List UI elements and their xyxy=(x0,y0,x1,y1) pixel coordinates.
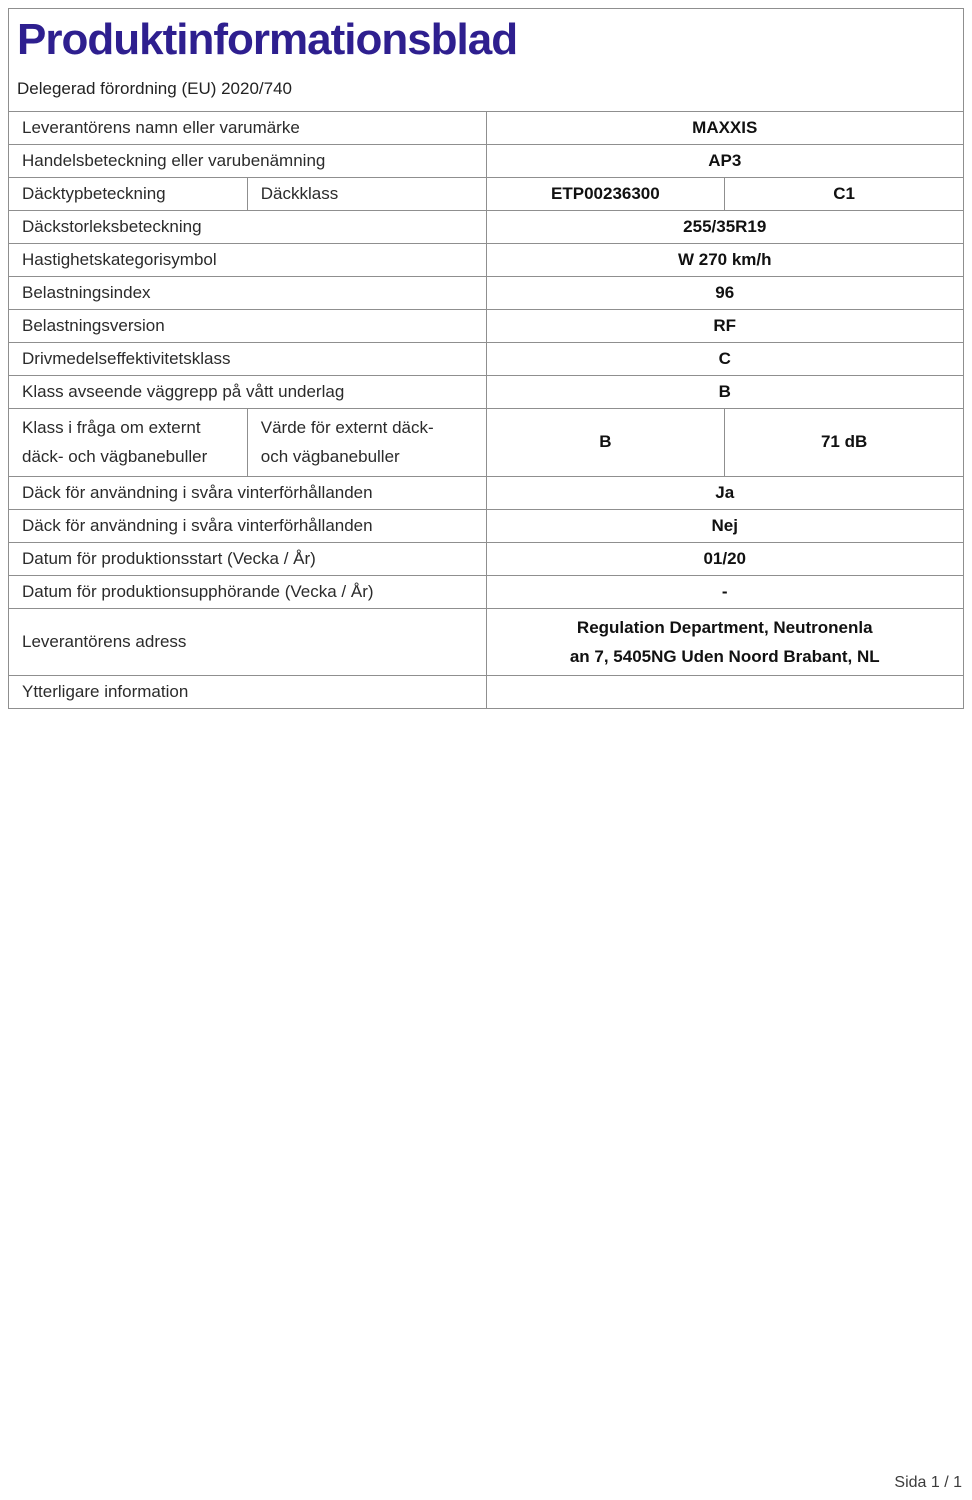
table-row xyxy=(9,211,964,244)
supplier-address-line1: Regulation Department, Neutronenla xyxy=(576,617,873,637)
product-info-sheet xyxy=(0,0,972,717)
row-value-production-start: 01/20 xyxy=(486,542,964,575)
table-row xyxy=(9,145,964,178)
row-label-tyre-class: Däckklass xyxy=(247,178,486,211)
table-row xyxy=(9,112,964,145)
row-label-tyre-type: Däcktypbeteckning xyxy=(9,178,248,211)
row-label-production-start: Datum för produktionsstart (Vecka / År) xyxy=(9,542,487,575)
row-label-noise-value xyxy=(247,409,486,476)
noise-value-label-line2: och vägbanebuller xyxy=(260,447,400,467)
row-label-production-end: Datum för produktionsupphörande (Vecka / År) xyxy=(9,575,487,608)
table-row xyxy=(9,244,964,277)
product-info-table xyxy=(8,8,964,709)
table-row xyxy=(9,310,964,343)
row-label-fuel-efficiency: Drivmedelseffektivitetsklass xyxy=(9,343,487,376)
row-value-fuel-efficiency: C xyxy=(486,343,964,376)
row-value-supplier-name: MAXXIS xyxy=(486,112,964,145)
table-row xyxy=(9,277,964,310)
row-value-severe-snow: Ja xyxy=(486,476,964,509)
row-label-severe-snow: Däck för användning i svåra vinterförhållanden xyxy=(9,476,487,509)
row-value-load-version: RF xyxy=(486,310,964,343)
row-value-production-end: - xyxy=(486,575,964,608)
regulation-subtitle: Delegerad förordning (EU) 2020/740 xyxy=(17,79,293,99)
table-row xyxy=(9,542,964,575)
noise-class-label-line2: däck- och vägbanebuller xyxy=(22,447,208,467)
row-label-noise-class xyxy=(9,409,248,476)
row-label-wet-grip: Klass avseende väggrepp på vått underlag xyxy=(9,376,487,409)
table-row xyxy=(9,509,964,542)
row-label-speed-category: Hastighetskategorisymbol xyxy=(9,244,487,277)
row-value-wet-grip: B xyxy=(486,376,964,409)
page-number: Sida 1 / 1 xyxy=(894,1474,962,1491)
table-row xyxy=(9,343,964,376)
noise-value-label-line1: Värde för externt däck- xyxy=(260,418,434,438)
row-label-supplier-address: Leverantörens adress xyxy=(9,608,487,675)
row-value-supplier-address xyxy=(486,608,964,675)
row-value-speed-category: W 270 km/h xyxy=(486,244,964,277)
row-value-additional-info xyxy=(486,676,964,709)
row-label-tyre-size: Däckstorleksbeteckning xyxy=(9,211,487,244)
title-row xyxy=(9,9,964,112)
row-label-load-version: Belastningsversion xyxy=(9,310,487,343)
noise-class-label-line1: Klass i fråga om externt xyxy=(22,418,201,438)
row-value-severe-ice: Nej xyxy=(486,509,964,542)
row-value-noise-class: B xyxy=(486,409,725,476)
supplier-address-line2: an 7, 5405NG Uden Noord Brabant, NL xyxy=(569,646,880,666)
table-row xyxy=(9,676,964,709)
row-label-load-index: Belastningsindex xyxy=(9,277,487,310)
table-row xyxy=(9,178,964,211)
row-value-trade-name: AP3 xyxy=(486,145,964,178)
row-label-severe-ice: Däck för användning i svåra vinterförhållanden xyxy=(9,509,487,542)
row-label-supplier-name: Leverantörens namn eller varumärke xyxy=(9,112,487,145)
row-value-tyre-size: 255/35R19 xyxy=(486,211,964,244)
table-row xyxy=(9,608,964,675)
table-row xyxy=(9,409,964,476)
table-row xyxy=(9,575,964,608)
table-row xyxy=(9,376,964,409)
table-row xyxy=(9,476,964,509)
row-value-tyre-class: C1 xyxy=(725,178,964,211)
title-block xyxy=(9,9,964,112)
row-value-noise-db: 71 dB xyxy=(725,409,964,476)
row-value-tyre-type: ETP00236300 xyxy=(486,178,725,211)
row-label-trade-name: Handelsbeteckning eller varubenämning xyxy=(9,145,487,178)
row-value-load-index: 96 xyxy=(486,277,964,310)
page-title: Produktinformationsblad xyxy=(17,15,518,64)
row-label-additional-info: Ytterligare information xyxy=(9,676,487,709)
